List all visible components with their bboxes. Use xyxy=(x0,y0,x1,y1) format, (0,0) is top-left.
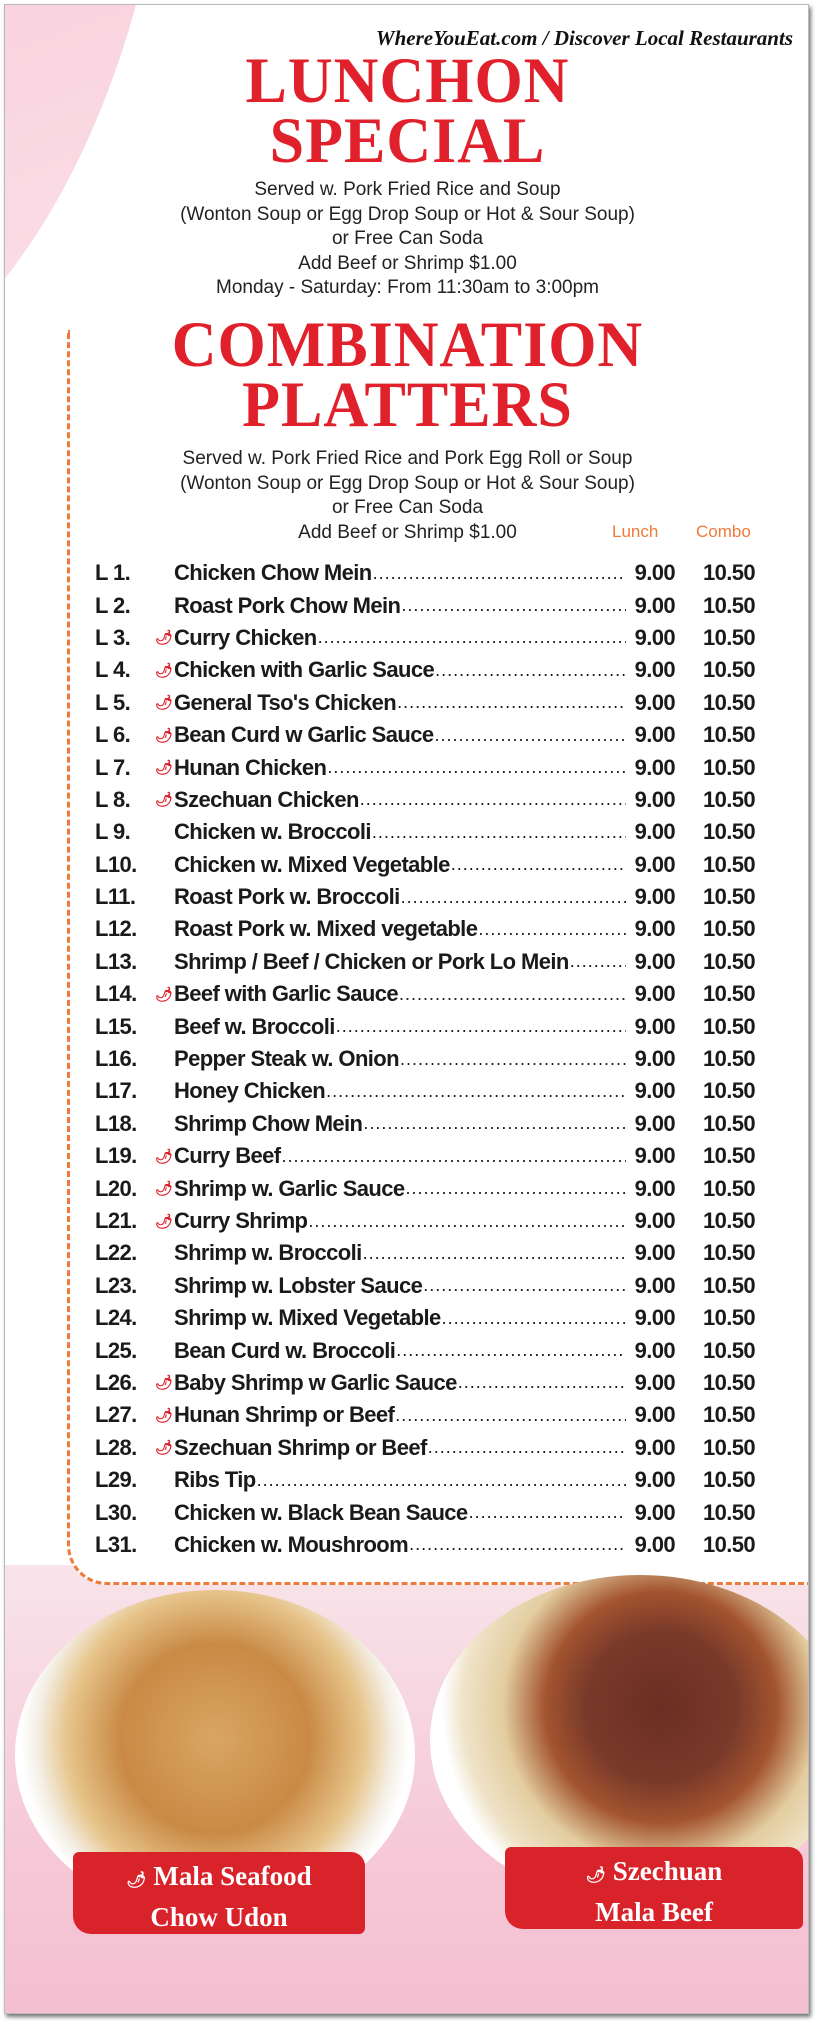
combination-title-line2: PLATTERS xyxy=(242,369,573,441)
chili-pepper-icon: 🌶︎ xyxy=(155,629,173,646)
menu-items-list xyxy=(95,557,755,1561)
lunch-price: 9.00 xyxy=(634,657,675,683)
chili-pepper-icon: 🌶︎ xyxy=(155,1374,173,1391)
lunch-price: 9.00 xyxy=(634,884,675,910)
item-number: L23. xyxy=(95,1272,137,1298)
menu-item-row xyxy=(95,719,755,751)
lunch-price: 9.00 xyxy=(634,786,675,812)
lunch-price: 9.00 xyxy=(634,1337,675,1363)
combo-price: 10.50 xyxy=(702,786,755,812)
menu-item-row xyxy=(95,1043,755,1075)
dot-leader xyxy=(327,757,626,778)
dot-leader xyxy=(397,692,626,713)
lunch-price: 9.00 xyxy=(634,1272,675,1298)
combo-price: 10.50 xyxy=(702,657,755,683)
menu-item-row xyxy=(95,784,755,816)
combo-price: 10.50 xyxy=(702,1175,755,1201)
menu-item-row xyxy=(95,1205,755,1237)
item-name: Beef w. Broccoli xyxy=(174,1013,335,1039)
lunch-price: 9.00 xyxy=(634,1175,675,1201)
menu-item-row xyxy=(95,557,755,589)
lunch-price: 9.00 xyxy=(634,1499,675,1525)
dot-leader xyxy=(401,595,626,616)
feature-label-szechuan-mala-beef xyxy=(505,1847,803,1929)
combination-description xyxy=(0,447,815,545)
lunch-price: 9.00 xyxy=(634,1013,675,1039)
lunch-price: 9.00 xyxy=(634,722,675,748)
lunchon-title-line2: SPECIAL xyxy=(269,105,546,177)
item-name: Shrimp w. Garlic Sauce xyxy=(174,1175,405,1201)
chili-pepper-icon: 🌶︎ xyxy=(155,985,173,1002)
item-name: Shrimp / Beef / Chicken or Pork Lo Mein xyxy=(174,948,569,974)
menu-item-row xyxy=(95,913,755,945)
item-number: L 5. xyxy=(95,689,131,715)
combo-price: 10.50 xyxy=(702,1337,755,1363)
lunch-price: 9.00 xyxy=(634,1143,675,1169)
combo-price: 10.50 xyxy=(702,1402,755,1428)
combo-price: 10.50 xyxy=(702,1046,755,1072)
item-name: Szechuan Chicken xyxy=(174,786,359,812)
item-name: Curry Shrimp xyxy=(174,1208,308,1233)
item-number: L 1. xyxy=(95,560,131,586)
desc-line: Add Beef or Shrimp $1.00 xyxy=(298,252,517,274)
menu-item-row xyxy=(95,751,755,783)
dot-leader xyxy=(318,627,626,648)
dot-leader xyxy=(434,725,626,746)
item-number: L20. xyxy=(95,1175,137,1201)
combo-price: 10.50 xyxy=(702,1272,755,1298)
lunch-price: 9.00 xyxy=(634,560,675,586)
item-name: Chicken w. Mixed Vegetable xyxy=(174,851,450,877)
item-name: Chicken w. Black Bean Sauce xyxy=(174,1499,468,1525)
item-name: Shrimp w. Broccoli xyxy=(174,1240,362,1266)
item-name: Curry Beef xyxy=(174,1143,281,1169)
item-number: L 7. xyxy=(95,754,131,780)
menu-item-row xyxy=(95,1367,755,1399)
menu-item-row xyxy=(95,622,755,654)
menu-item-row xyxy=(95,816,755,848)
lunch-price: 9.00 xyxy=(634,1305,675,1331)
item-number: L26. xyxy=(95,1369,137,1395)
dot-leader xyxy=(281,1146,626,1167)
chili-pepper-icon: 🌶︎ xyxy=(155,1180,173,1197)
feature-label-mala-seafood xyxy=(73,1852,365,1934)
chili-pepper-icon: 🌶︎ xyxy=(155,694,173,711)
menu-item-row xyxy=(95,1075,755,1107)
lunch-price: 9.00 xyxy=(634,916,675,942)
item-number: L15. xyxy=(95,1013,137,1039)
feature-line2: Chow Udon xyxy=(150,1902,288,1932)
item-number: L 4. xyxy=(95,657,131,683)
item-name: Chicken with Garlic Sauce xyxy=(174,657,435,683)
lunch-price: 9.00 xyxy=(634,1078,675,1104)
item-name: Hunan Chicken xyxy=(174,754,327,780)
combo-price: 10.50 xyxy=(702,1531,755,1557)
lunch-price: 9.00 xyxy=(634,1369,675,1395)
combo-price: 10.50 xyxy=(702,1208,755,1233)
item-number: L19. xyxy=(95,1143,137,1169)
menu-item-row xyxy=(95,881,755,913)
item-number: L 9. xyxy=(95,819,131,845)
item-name: Honey Chicken xyxy=(174,1078,326,1104)
chili-pepper-icon: 🌶︎ xyxy=(155,759,173,776)
item-name: Shrimp w. Lobster Sauce xyxy=(174,1272,423,1298)
combo-price: 10.50 xyxy=(702,689,755,715)
item-number: L24. xyxy=(95,1305,137,1331)
desc-line: Add Beef or Shrimp $1.00 xyxy=(298,521,517,543)
lunch-price: 9.00 xyxy=(634,1046,675,1072)
dot-leader xyxy=(401,887,626,908)
item-number: L11. xyxy=(95,884,136,910)
dot-leader xyxy=(406,1178,626,1199)
dot-leader xyxy=(400,1049,626,1070)
desc-line: Served w. Pork Fried Rice and Soup xyxy=(254,179,561,200)
dot-leader xyxy=(423,1275,626,1296)
lunch-price: 9.00 xyxy=(634,592,675,618)
menu-item-row xyxy=(95,1496,755,1528)
feature-line2: Mala Beef xyxy=(595,1897,713,1927)
dot-leader xyxy=(428,1437,626,1458)
combo-price: 10.50 xyxy=(702,1434,755,1460)
chili-pepper-icon: 🌶︎ xyxy=(155,661,173,678)
menu-item-row xyxy=(95,1140,755,1172)
menu-item-row xyxy=(95,946,755,978)
item-name: Szechuan Shrimp or Beef xyxy=(174,1434,427,1460)
dot-leader xyxy=(257,1470,626,1491)
combo-price: 10.50 xyxy=(702,884,755,910)
lunch-price: 9.00 xyxy=(634,1531,675,1557)
lunch-price: 9.00 xyxy=(634,851,675,877)
combo-price: 10.50 xyxy=(702,851,755,877)
item-name: Curry Chicken xyxy=(174,624,317,650)
menu-item-row xyxy=(95,1334,755,1366)
item-name: Chicken Chow Mein xyxy=(174,560,372,586)
dot-leader xyxy=(336,1016,626,1037)
menu-item-row xyxy=(95,1010,755,1042)
item-number: L 2. xyxy=(95,592,131,618)
item-name: Roast Pork w. Broccoli xyxy=(174,884,400,910)
item-name: Shrimp w. Mixed Vegetable xyxy=(174,1305,441,1331)
item-number: L14. xyxy=(95,981,137,1007)
lunch-price: 9.00 xyxy=(634,948,675,974)
dot-leader xyxy=(326,1081,626,1102)
item-number: L21. xyxy=(95,1208,137,1233)
lunch-price: 9.00 xyxy=(634,819,675,845)
item-number: L31. xyxy=(95,1531,137,1557)
lunch-price: 9.00 xyxy=(634,689,675,715)
dot-leader xyxy=(399,984,626,1005)
combo-price: 10.50 xyxy=(702,1499,755,1525)
column-header-lunch: Lunch xyxy=(612,522,659,541)
chili-pepper-icon: 🌶︎ xyxy=(126,1872,147,1889)
dot-leader xyxy=(396,1340,626,1361)
combo-price: 10.50 xyxy=(702,1240,755,1266)
item-name: Baby Shrimp w Garlic Sauce xyxy=(174,1369,457,1395)
dot-leader xyxy=(451,854,626,875)
lunch-price: 9.00 xyxy=(634,1208,675,1233)
item-number: L22. xyxy=(95,1240,137,1266)
item-name: Chicken w. Moushroom xyxy=(174,1531,409,1557)
column-header-combo: Combo xyxy=(696,522,751,541)
menu-item-row xyxy=(95,849,755,881)
chili-pepper-icon: 🌶︎ xyxy=(155,791,173,808)
dot-leader xyxy=(435,660,626,681)
menu-item-row xyxy=(95,1237,755,1269)
item-name: Bean Curd w. Broccoli xyxy=(174,1337,396,1363)
item-number: L30. xyxy=(95,1499,137,1525)
feature-line1: Szechuan xyxy=(612,1856,723,1886)
item-number: L16. xyxy=(95,1046,137,1072)
combo-price: 10.50 xyxy=(702,624,755,650)
chili-pepper-icon: 🌶︎ xyxy=(155,1406,173,1423)
menu-item-row xyxy=(95,1270,755,1302)
item-number: L28. xyxy=(95,1434,137,1460)
item-name: Shrimp Chow Mein xyxy=(174,1110,363,1136)
menu-item-row xyxy=(95,1399,755,1431)
feature-line1: Mala Seafood xyxy=(153,1861,312,1891)
desc-line: Served w. Pork Fried Rice and Pork Egg Roll or Soup xyxy=(182,448,633,469)
item-name: Bean Curd w Garlic Sauce xyxy=(174,722,434,748)
lunch-price: 9.00 xyxy=(634,1467,675,1493)
item-number: L25. xyxy=(95,1337,137,1363)
combo-price: 10.50 xyxy=(702,560,755,586)
chili-pepper-icon: 🌶︎ xyxy=(155,1439,173,1456)
item-number: L18. xyxy=(95,1110,137,1136)
menu-item-row xyxy=(95,589,755,621)
menu-item-row xyxy=(95,654,755,686)
lunchon-description xyxy=(0,178,815,301)
menu-item-row xyxy=(95,1108,755,1140)
lunch-price: 9.00 xyxy=(634,981,675,1007)
item-name: Hunan Shrimp or Beef xyxy=(174,1402,395,1428)
combo-price: 10.50 xyxy=(702,948,755,974)
dot-leader xyxy=(372,822,626,843)
desc-line: (Wonton Soup or Egg Drop Soup or Hot & Sour Soup) xyxy=(180,472,635,494)
dot-leader xyxy=(360,789,626,810)
lunch-price: 9.00 xyxy=(634,1402,675,1428)
dot-leader xyxy=(363,1113,626,1134)
dot-leader xyxy=(409,1534,626,1555)
dot-leader xyxy=(570,951,626,972)
combo-price: 10.50 xyxy=(702,819,755,845)
menu-item-row xyxy=(95,978,755,1010)
item-name: Chicken w. Broccoli xyxy=(174,819,371,845)
combo-price: 10.50 xyxy=(702,1013,755,1039)
item-number: L10. xyxy=(95,851,137,877)
combo-price: 10.50 xyxy=(702,981,755,1007)
menu-item-row xyxy=(95,1464,755,1496)
chili-pepper-icon: 🌶︎ xyxy=(585,1867,607,1884)
item-number: L12. xyxy=(95,916,137,942)
item-name: General Tso's Chicken xyxy=(174,689,397,715)
menu-item-row xyxy=(95,1302,755,1334)
combo-price: 10.50 xyxy=(702,1078,755,1104)
combination-title-line1: COMBINATION xyxy=(171,309,644,381)
chili-pepper-icon: 🌶︎ xyxy=(155,1212,173,1229)
item-name: Roast Pork w. Mixed vegetable xyxy=(174,916,478,942)
combo-price: 10.50 xyxy=(702,916,755,942)
desc-line: Monday - Saturday: From 11:30am to 3:00pm xyxy=(216,277,599,298)
item-name: Roast Pork Chow Mein xyxy=(174,592,401,618)
item-number: L27. xyxy=(95,1402,137,1428)
desc-line: or Free Can Soda xyxy=(331,497,484,518)
item-number: L 6. xyxy=(95,722,131,748)
lunch-price: 9.00 xyxy=(634,754,675,780)
dot-leader xyxy=(363,1243,626,1264)
item-number: L 3. xyxy=(95,624,131,650)
dot-leader xyxy=(308,1211,626,1232)
chili-pepper-icon: 🌶︎ xyxy=(155,726,173,743)
item-name: Beef with Garlic Sauce xyxy=(174,981,398,1007)
dot-leader xyxy=(373,563,626,584)
item-number: L 8. xyxy=(95,786,131,812)
dot-leader xyxy=(395,1405,626,1426)
combo-price: 10.50 xyxy=(702,722,755,748)
lunchon-title-line1: LUNCHON xyxy=(245,45,570,117)
combo-price: 10.50 xyxy=(702,754,755,780)
menu-item-row xyxy=(95,1529,755,1561)
desc-line: (Wonton Soup or Egg Drop Soup or Hot & Sour Soup) xyxy=(180,203,635,225)
dot-leader xyxy=(478,919,626,940)
menu-item-row xyxy=(95,1432,755,1464)
item-number: L17. xyxy=(95,1078,137,1104)
combo-price: 10.50 xyxy=(702,1305,755,1331)
item-number: L13. xyxy=(95,948,137,974)
chili-pepper-icon: 🌶︎ xyxy=(155,1147,173,1164)
lunch-price: 9.00 xyxy=(634,1434,675,1460)
desc-line: or Free Can Soda xyxy=(331,228,484,249)
menu-item-row xyxy=(95,1172,755,1204)
lunch-price: 9.00 xyxy=(634,1240,675,1266)
combo-price: 10.50 xyxy=(702,1143,755,1169)
watermark: WhereYouEat.com / Discover Local Restaurants xyxy=(375,26,793,50)
dot-leader xyxy=(442,1308,626,1329)
menu-item-row xyxy=(95,687,755,719)
combo-price: 10.50 xyxy=(702,1110,755,1136)
combo-price: 10.50 xyxy=(702,592,755,618)
item-name: Pepper Steak w. Onion xyxy=(174,1046,399,1072)
item-number: L29. xyxy=(95,1467,137,1493)
lunch-price: 9.00 xyxy=(634,624,675,650)
lunch-price: 9.00 xyxy=(634,1110,675,1136)
combo-price: 10.50 xyxy=(702,1369,755,1395)
item-name: Ribs Tip xyxy=(174,1467,256,1493)
dot-leader xyxy=(469,1502,626,1523)
dot-leader xyxy=(458,1372,626,1393)
combo-price: 10.50 xyxy=(702,1467,755,1493)
